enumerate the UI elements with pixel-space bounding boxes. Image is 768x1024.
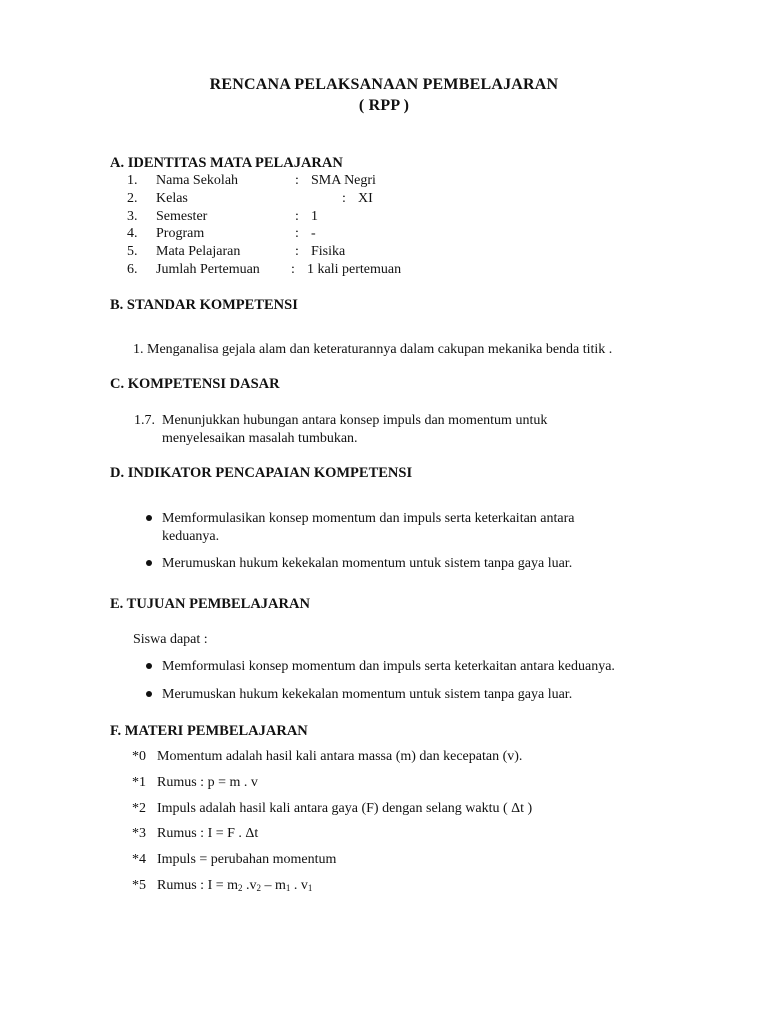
formula-subscript: 1 xyxy=(285,883,291,893)
row-value: 1 xyxy=(311,209,318,224)
material-item: Rumus : p = m . v xyxy=(157,775,258,790)
row-number: 3. xyxy=(127,209,138,224)
section-b-heading: B. STANDAR KOMPETENSI xyxy=(110,297,298,313)
section-f-heading: F. MATERI PEMBELAJARAN xyxy=(110,723,308,739)
section-c-heading: C. KOMPETENSI DASAR xyxy=(110,376,280,392)
row-number: 5. xyxy=(127,244,138,259)
formula-subscript: 2 xyxy=(256,883,262,893)
row-colon: : xyxy=(342,191,346,206)
row-label: Jumlah Pertemuan xyxy=(156,262,260,277)
section-a-heading: A. IDENTITAS MATA PELAJARAN xyxy=(110,155,343,171)
row-value: 1 kali pertemuan xyxy=(307,262,402,277)
row-value: - xyxy=(311,226,316,241)
row-value: SMA Negri xyxy=(311,173,376,188)
material-item: Rumus : I = F . Δt xyxy=(157,826,259,841)
section-e-heading: E. TUJUAN PEMBELAJARAN xyxy=(110,596,310,612)
bullet-icon xyxy=(146,691,152,697)
formula-subscript: 1 xyxy=(307,883,313,893)
row-label: Nama Sekolah xyxy=(156,173,239,188)
impulse-formula xyxy=(157,877,312,897)
indicator-item: Memformulasikan konsep momentum dan impuls serta keterkaitan antara xyxy=(162,511,575,526)
section-d-heading: D. INDIKATOR PENCAPAIAN KOMPETENSI xyxy=(110,465,413,481)
bullet-icon xyxy=(146,663,152,669)
document-subtitle: ( RPP ) xyxy=(358,97,410,114)
row-number: 1. xyxy=(127,173,138,188)
row-number: 2. xyxy=(127,191,138,206)
row-number: 6. xyxy=(127,262,138,277)
document-title: RENCANA PELAKSANAAN PEMBELAJARAN xyxy=(209,76,559,93)
material-marker: *4 xyxy=(132,852,146,867)
material-marker: *1 xyxy=(132,775,146,790)
row-value: Fisika xyxy=(311,244,346,259)
basic-competence-number: 1.7. xyxy=(134,413,155,428)
formula-text: . v xyxy=(290,878,308,893)
bullet-icon xyxy=(146,515,152,521)
basic-competence-line: menyelesaikan masalah tumbukan. xyxy=(162,431,358,446)
row-colon: : xyxy=(295,173,299,188)
row-colon: : xyxy=(295,226,299,241)
indicator-item: Merumuskan hukum kekekalan momentum untuk sistem tanpa gaya luar. xyxy=(162,556,573,571)
row-label: Program xyxy=(156,226,205,241)
material-item: Momentum adalah hasil kali antara massa (m) dan kecepatan (v). xyxy=(157,749,523,764)
objective-item: Memformulasi konsep momentum dan impuls serta keterkaitan antara keduanya. xyxy=(162,659,615,674)
row-value: XI xyxy=(358,191,373,206)
row-colon: : xyxy=(295,244,299,259)
material-marker: *2 xyxy=(132,801,146,816)
material-marker: *5 xyxy=(132,878,146,893)
standard-competence-item: 1. Menganalisa gejala alam dan keteraturannya dalam cakupan mekanika benda titik . xyxy=(133,342,613,357)
formula-text: – m xyxy=(261,878,286,893)
indicator-item-continuation: keduanya. xyxy=(162,529,220,544)
row-number: 4. xyxy=(127,226,138,241)
row-label: Kelas xyxy=(156,191,188,206)
material-item: Impuls adalah hasil kali antara gaya (F) dengan selang waktu ( Δt ) xyxy=(157,801,533,816)
row-colon: : xyxy=(295,209,299,224)
formula-text: .v xyxy=(242,878,257,893)
row-label: Semester xyxy=(156,209,208,224)
material-item: Impuls = perubahan momentum xyxy=(157,852,337,867)
row-colon: : xyxy=(291,262,295,277)
objective-intro: Siswa dapat : xyxy=(133,632,208,647)
row-label: Mata Pelajaran xyxy=(156,244,241,259)
formula-text: Rumus : I = m xyxy=(157,878,239,893)
objective-item: Merumuskan hukum kekekalan momentum untuk sistem tanpa gaya luar. xyxy=(162,687,573,702)
bullet-icon xyxy=(146,560,152,566)
basic-competence-line: Menunjukkan hubungan antara konsep impuls dan momentum untuk xyxy=(162,413,548,428)
material-marker: *3 xyxy=(132,826,146,841)
material-marker: *0 xyxy=(132,749,146,764)
formula-subscript: 2 xyxy=(238,883,243,893)
